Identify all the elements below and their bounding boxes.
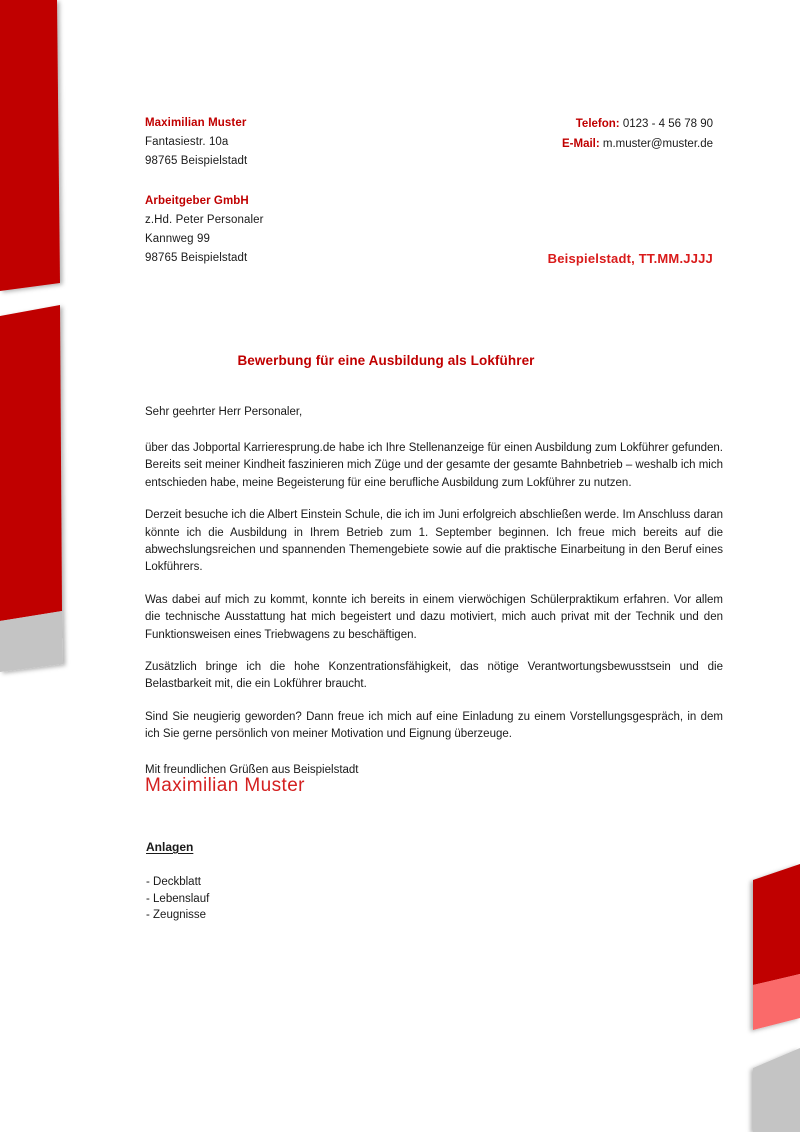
place-and-date — [548, 250, 713, 268]
email-label: E-Mail: — [562, 138, 600, 150]
phone-row — [562, 114, 713, 134]
attachments-heading: Anlagen — [146, 840, 194, 854]
date-text: Beispielstadt, TT.MM.JJJJ — [547, 251, 713, 266]
recipient-street: Kannweg 99 — [145, 233, 210, 245]
contact-details-block — [562, 114, 713, 154]
salutation: Sehr geehrter Herr Personaler, — [145, 406, 303, 418]
attachments-list — [146, 874, 209, 924]
recipient-attention: z.Hd. Peter Personaler — [145, 214, 264, 226]
subject-text: Bewerbung für eine Ausbildung als Lokführer — [237, 353, 535, 368]
body-paragraph: Was dabei auf mich zu kommt, konnte ich bereits in einem vierwöchigen Schülerpraktikum erfahren. Vor allem die technische Ausstattung hat mich begeistert und dazu motiviert, mich auch privat mit der Technik und den Funktionsweisen eines Triebwagens zu beschäftigen. — [145, 593, 723, 641]
subject-line — [0, 353, 800, 368]
body-paragraph: über das Jobportal Karrieresprung.de habe ich Ihre Stellenanzeige für einen Ausbildung zum Lokführer gefunden. Bereits seit meiner Kindheit faszinieren mich Züge und der gesamte der gesamte Bahnbetrieb – weshalb ich mich entschieden habe, meine Begeisterung für eine berufliche Ausbildung zum Lokführer zu nutzen. — [145, 442, 723, 489]
recipient-address-block — [145, 192, 465, 268]
list-item: - Lebenslauf — [146, 892, 210, 905]
closing-line: Mit freundlichen Grüßen aus Beispielstadt — [145, 763, 359, 776]
sender-street: Fantasiestr. 10a — [145, 136, 229, 148]
phone-value: 0123 - 4 56 78 90 — [622, 118, 713, 130]
phone-label: Telefon: — [575, 118, 620, 130]
email-row — [562, 134, 713, 154]
body-paragraph: Zusätzlich bringe ich die hohe Konzentrationsfähigkeit, das nötige Verantwortungsbewusstsein und die Belastbarkeit mit, die ein Lokführer braucht. — [145, 661, 723, 691]
sender-city: 98765 Beispielstadt — [145, 155, 248, 167]
recipient-company: Arbeitgeber GmbH — [145, 195, 249, 207]
body-paragraph: Sind Sie neugierig geworden? Dann freue ich mich auf eine Einladung zu einem Vorstellungsgespräch, in dem ich Sie gerne persönlich von meiner Motivation und Eignung überzeuge. — [145, 710, 723, 741]
sender-address-block — [145, 114, 445, 171]
email-value: m.muster@muster.de — [602, 138, 713, 150]
letter-body — [145, 404, 723, 779]
signature: Maximilian Muster — [145, 775, 305, 796]
recipient-city: 98765 Beispielstadt — [145, 252, 248, 264]
list-item: - Deckblatt — [146, 876, 201, 888]
body-paragraph: Derzeit besuche ich die Albert Einstein Schule, die ich im Juni erfolgreich abschließen werde. Im Anschluss daran könnte ich die Ausbildung in Ihrem Betrieb zum 1. September beginnen. Ich freue mich bereits auf die abwechslungsreichen und spannenden Themengebiete sowie auf die praktische Einarbeitung in den Beruf eines Lokführers. — [145, 509, 723, 574]
list-item: - Zeugnisse — [146, 909, 207, 921]
sender-name: Maximilian Muster — [145, 117, 247, 129]
